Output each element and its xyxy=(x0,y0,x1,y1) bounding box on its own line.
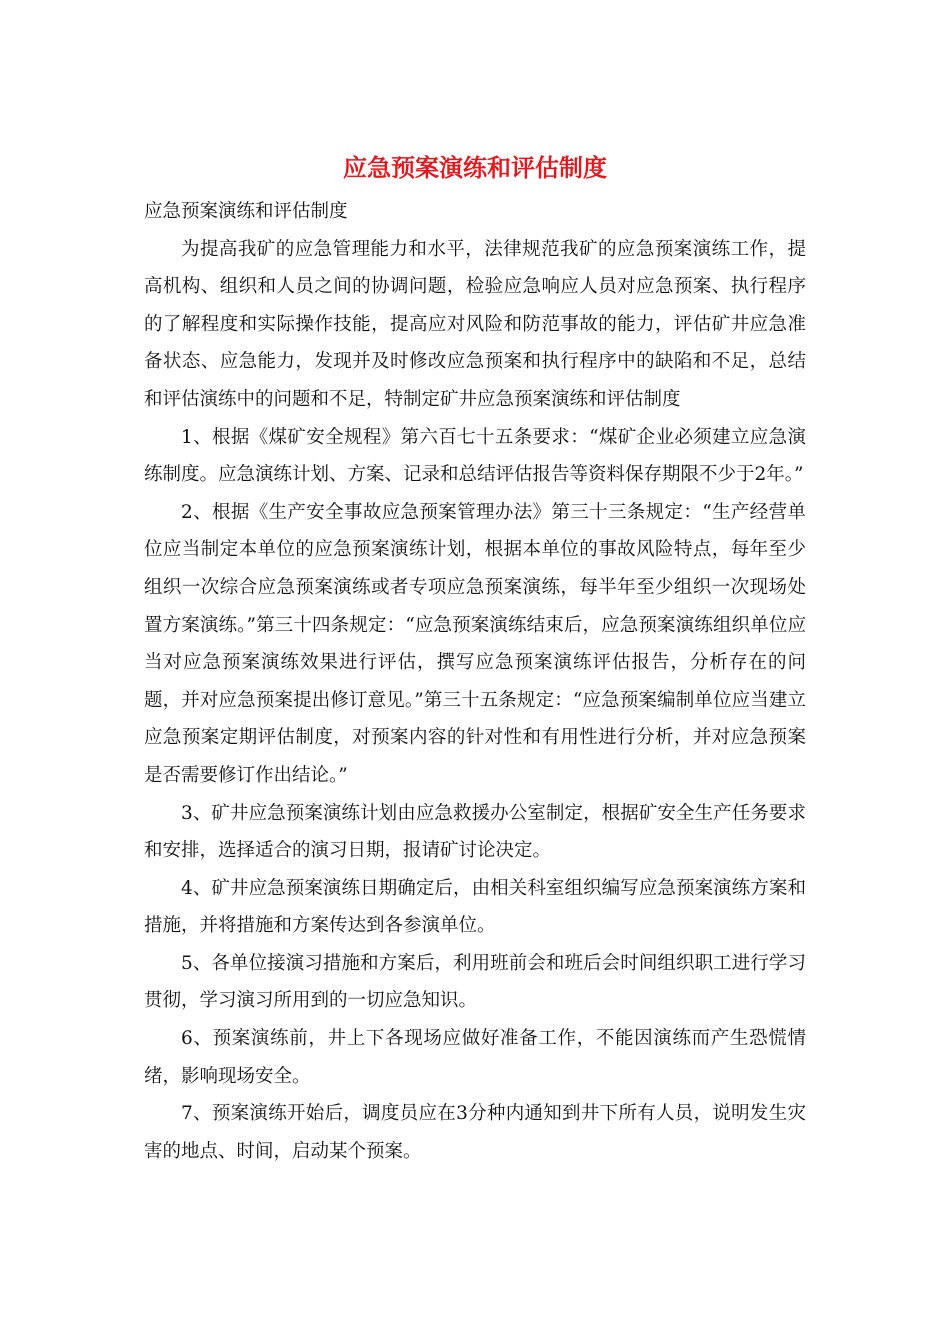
paragraph-item-5: 5、各单位接演习措施和方案后，利用班前会和班后会时间组织职工进行学习贯彻，学习演习所用到的一切应急知识。 xyxy=(144,952,806,1012)
paragraph-item-7: 7、预案演练开始后，调度员应在3分种内通知到井下所有人员，说明发生灾害的地点、时间，启动某个预案。 xyxy=(144,1103,806,1162)
paragraph-item-2: 2、根据《生产安全事故应急预案管理办法》第三十三条规定：“生产经营单位应当制定本单位的应急预案演练计划，根据本单位的事故风险特点，每年至少组织一次综合应急预案演练或者专项应急预案演练，每半年至少组织一次现场处置方案演练。”第三十四条规定：“应急预案演练结束后，应急预案演练组织单位应当对应急预案演练效果进行评估，撰写应急预案演练评估报告，分析存在的问题，并对应急预案提出修订意见。”第三十五条规定：“应急预案编制单位应当建立应急预案定期评估制度，对预案内容的针对性和有用性进行分析，并对应急预案是否需要修订作出结论。” xyxy=(144,501,806,786)
document-title: 应急预案演练和评估制度 xyxy=(343,153,607,182)
paragraph-intro: 为提高我矿的应急管理能力和水平，法律规范我矿的应急预案演练工作，提高机构、组织和人员之间的协调问题，检验应急响应人员对应急预案、执行程序的了解程度和实际操作技能，提高应对风险和防范事故的能力，评估矿井应急准备状态、应急能力，发现并及时修改应急预案和执行程序中的缺陷和不足，总结和评估演练中的问题和不足，特制定矿井应急预案演练和评估制度 xyxy=(144,238,806,410)
paragraph-item-6: 6、预案演练前，井上下各现场应做好准备工作，不能因演练而产生恐慌情绪，影响现场安全。 xyxy=(144,1028,806,1087)
document-subtitle: 应急预案演练和评估制度 xyxy=(144,201,348,222)
paragraph-item-3: 3、矿井应急预案演练计划由应急救援办公室制定，根据矿安全生产任务要求和安排，选择适合的演习日期，报请矿讨论决定。 xyxy=(144,802,806,862)
paragraph-item-4: 4、矿井应急预案演练日期确定后，由相关科室组织编写应急预案演练方案和措施，并将措施和方案传达到各参演单位。 xyxy=(144,877,806,937)
paragraph-item-1: 1、根据《煤矿安全规程》第六百七十五条要求：“煤矿企业必须建立应急演练制度。应急演练计划、方案、记录和总结评估报告等资料保存期限不少于2年。” xyxy=(144,426,806,486)
document-body xyxy=(144,193,806,1170)
